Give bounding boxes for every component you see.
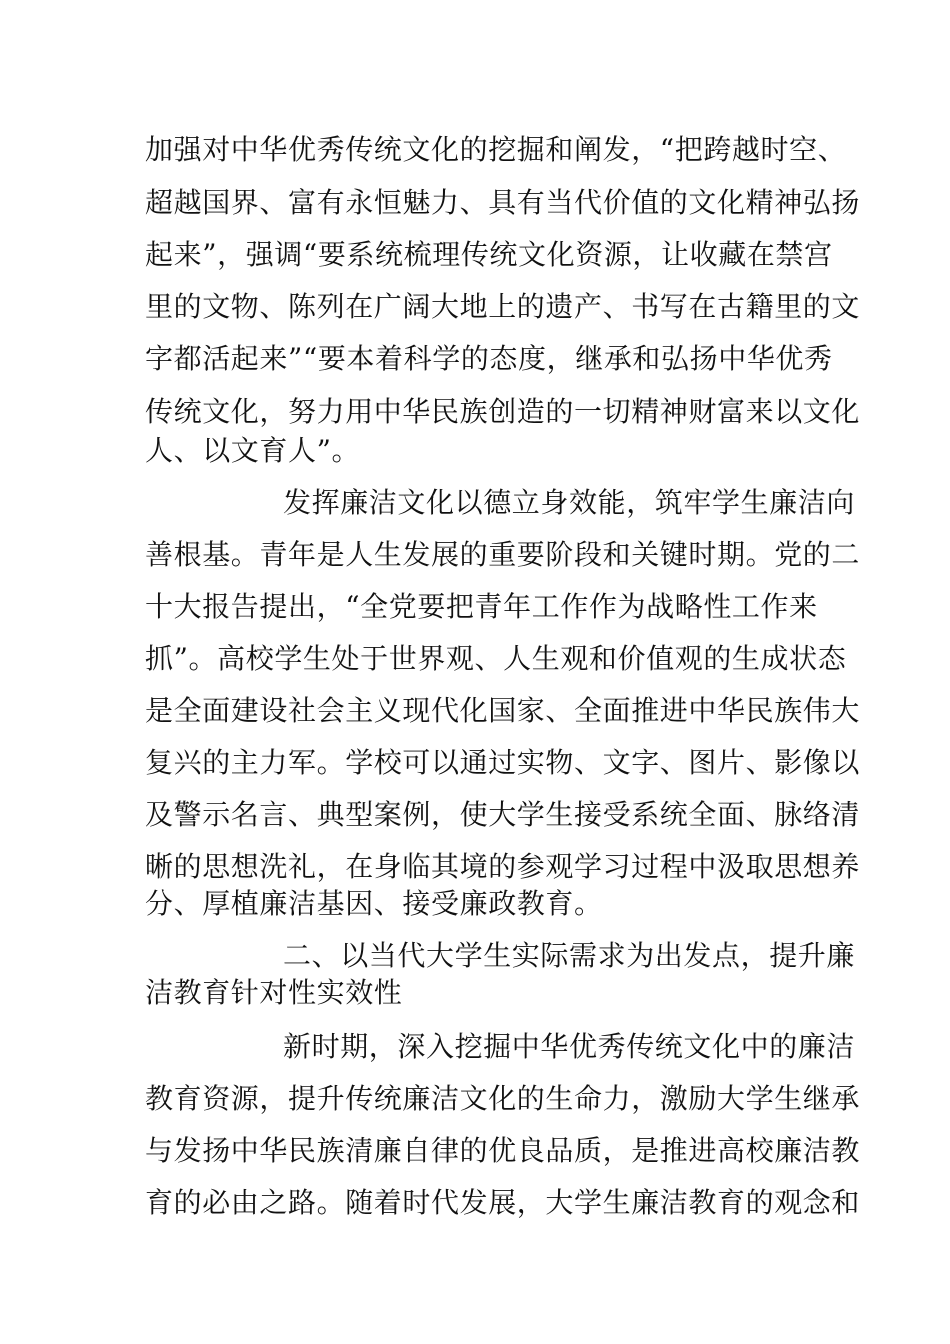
- text-line: 教育资源，提升传统廉洁文化的生命力，激励大学生继承: [145, 1082, 861, 1115]
- text-line: 加强对中华优秀传统文化的挖掘和阐发，“把跨越时空、: [145, 133, 847, 166]
- text-line: 发挥廉洁文化以德立身效能，筑牢学生廉洁向: [283, 486, 856, 519]
- text-line: 分、厚植廉洁基因、接受廉政教育。: [145, 887, 603, 920]
- text-line: 及警示名言、典型案例，使大学生接受系统全面、脉络清: [145, 798, 861, 831]
- section-heading-line: 二、以当代大学生实际需求为出发点，提升廉: [283, 939, 856, 972]
- text-line: 传统文化，努力用中华民族创造的一切精神财富来以文化: [145, 395, 861, 428]
- text-line: 新时期，深入挖掘中华优秀传统文化中的廉洁: [283, 1030, 856, 1063]
- text-line: 晰的思想洗礼，在身临其境的参观学习过程中汲取思想养: [145, 850, 861, 883]
- text-line: 十大报告提出，“全党要把青年工作作为战略性工作来: [145, 590, 818, 623]
- text-line: 育的必由之路。随着时代发展，大学生廉洁教育的观念和: [145, 1186, 861, 1219]
- text-line: 是全面建设社会主义现代化国家、全面推进中华民族伟大: [145, 694, 861, 727]
- section-heading-line: 洁教育针对性实效性: [145, 976, 403, 1009]
- text-line: 人、以文育人”。: [145, 434, 361, 467]
- text-line: 里的文物、陈列在广阔大地上的遗产、书写在古籍里的文: [145, 290, 861, 323]
- text-line: 起来”，强调“要系统梳理传统文化资源，让收藏在禁宫: [145, 238, 833, 271]
- text-line: 与发扬中华民族清廉自律的优良品质，是推进高校廉洁教: [145, 1134, 861, 1167]
- text-line: 超越国界、富有永恒魅力、具有当代价值的文化精神弘扬: [145, 186, 861, 219]
- text-line: 复兴的主力军。学校可以通过实物、文字、图片、影像以: [145, 746, 861, 779]
- text-line: 字都活起来”“要本着科学的态度，继承和弘扬中华优秀: [145, 342, 833, 375]
- text-line: 抓”。高校学生处于世界观、人生观和价值观的生成状态: [145, 642, 847, 675]
- text-line: 善根基。青年是人生发展的重要阶段和关键时期。党的二: [145, 538, 861, 571]
